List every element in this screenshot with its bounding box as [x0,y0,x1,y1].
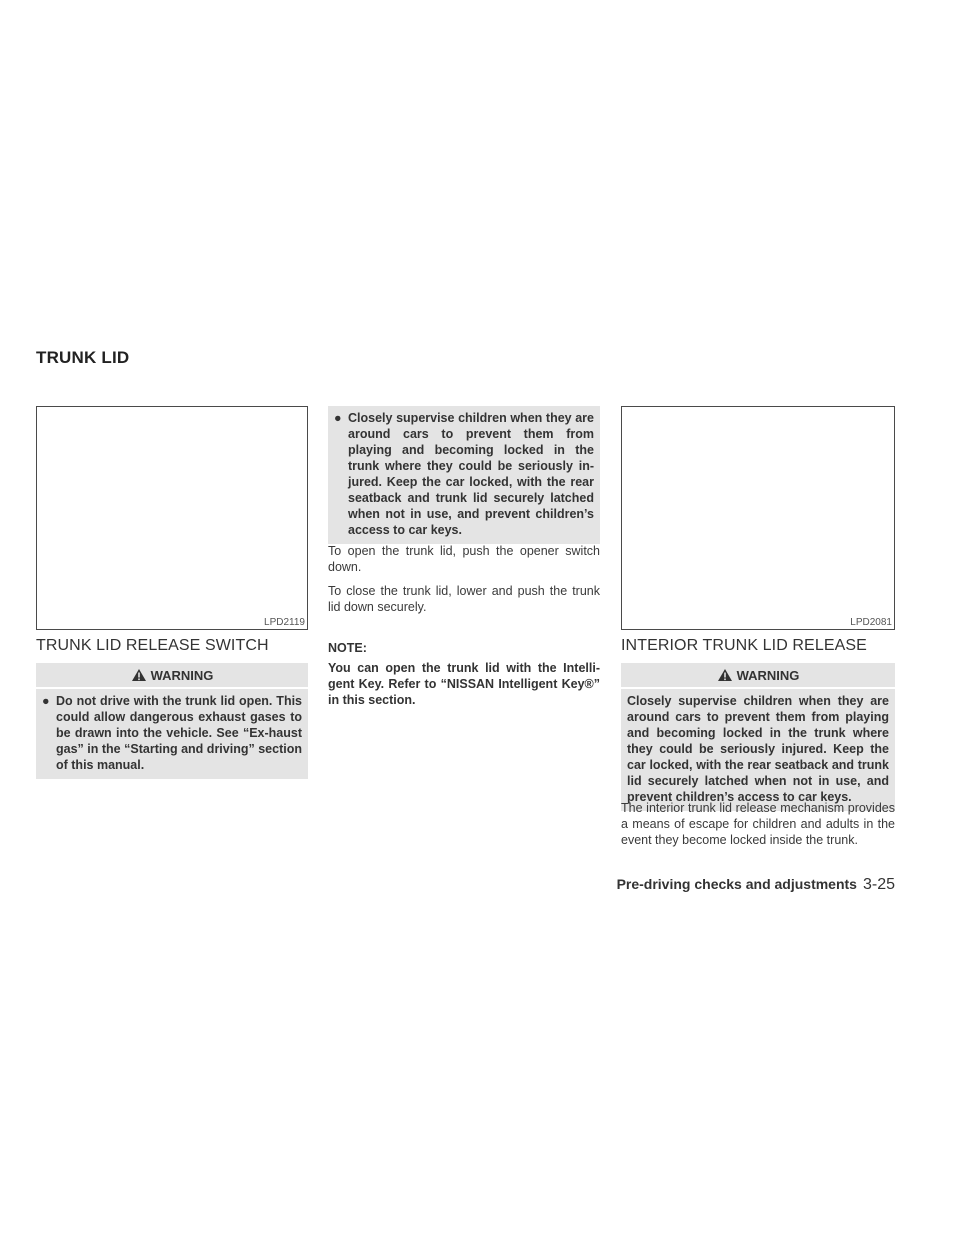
note-label: NOTE: [328,641,367,655]
footer-chapter: Pre-driving checks and adjustments [616,876,857,892]
paragraph-interior-release: The interior trunk lid release mechanism provides a means of escape for children and adults in the event they become locked inside the trunk. [621,801,895,847]
subheading-trunk-lid-release-switch: TRUNK LID RELEASE SWITCH [36,637,269,654]
note-text: You can open the trunk lid with the Intelli-gent Key. Refer to “NISSAN Intelligent Key®” in this section. [328,661,600,707]
warning-item [42,693,302,773]
warning-text: Do not drive with the trunk lid open. This could allow dangerous exhaust gases to be drawn into the vehicle. See “Ex-haust gas” in the “Starting and driving” section of this manual. [56,694,302,772]
warning-item [334,410,594,538]
warning-label: WARNING [150,667,214,683]
warning-header [621,663,895,687]
warning-box-interior [621,689,895,811]
warning-text: Closely supervise children when they are around cars to prevent them from playing and becoming locked in the trunk where they could be seriously injured. Keep the car locked, with the rear seatback and trunk lid securely latched when not in use, and prevent children’s access to car keys. [627,694,889,804]
figure-code: LPD2119 [264,617,305,628]
warning-header [36,663,308,687]
paragraph-open: To open the trunk lid, push the opener switch down. [328,544,600,574]
warning-label: WARNING [736,667,800,683]
section-title: TRUNK LID [36,348,130,367]
bullet-icon: ● [42,694,50,708]
warning-triangle-icon [131,668,147,682]
warning-box [36,689,308,779]
bullet-icon: ● [334,411,342,425]
subheading-interior-trunk-lid-release: INTERIOR TRUNK LID RELEASE [621,637,867,654]
page-number: 3-25 [862,876,895,893]
figure-trunk-lid-release-switch [36,406,308,630]
warning-triangle-icon [717,668,733,682]
warning-box-children [328,406,600,544]
figure-interior-trunk-lid-release [621,406,895,630]
page-footer [617,876,895,894]
warning-text: Closely supervise children when they are around cars to prevent them from playing and becoming locked in the trunk where they could be seriously in-jured. Keep the car locked, with the rear seatback and trunk lid securely latched when not in use, and prevent children’s access to car keys. [348,411,594,537]
figure-code: LPD2081 [850,617,892,628]
paragraph-close: To close the trunk lid, lower and push the trunk lid down securely. [328,584,600,614]
